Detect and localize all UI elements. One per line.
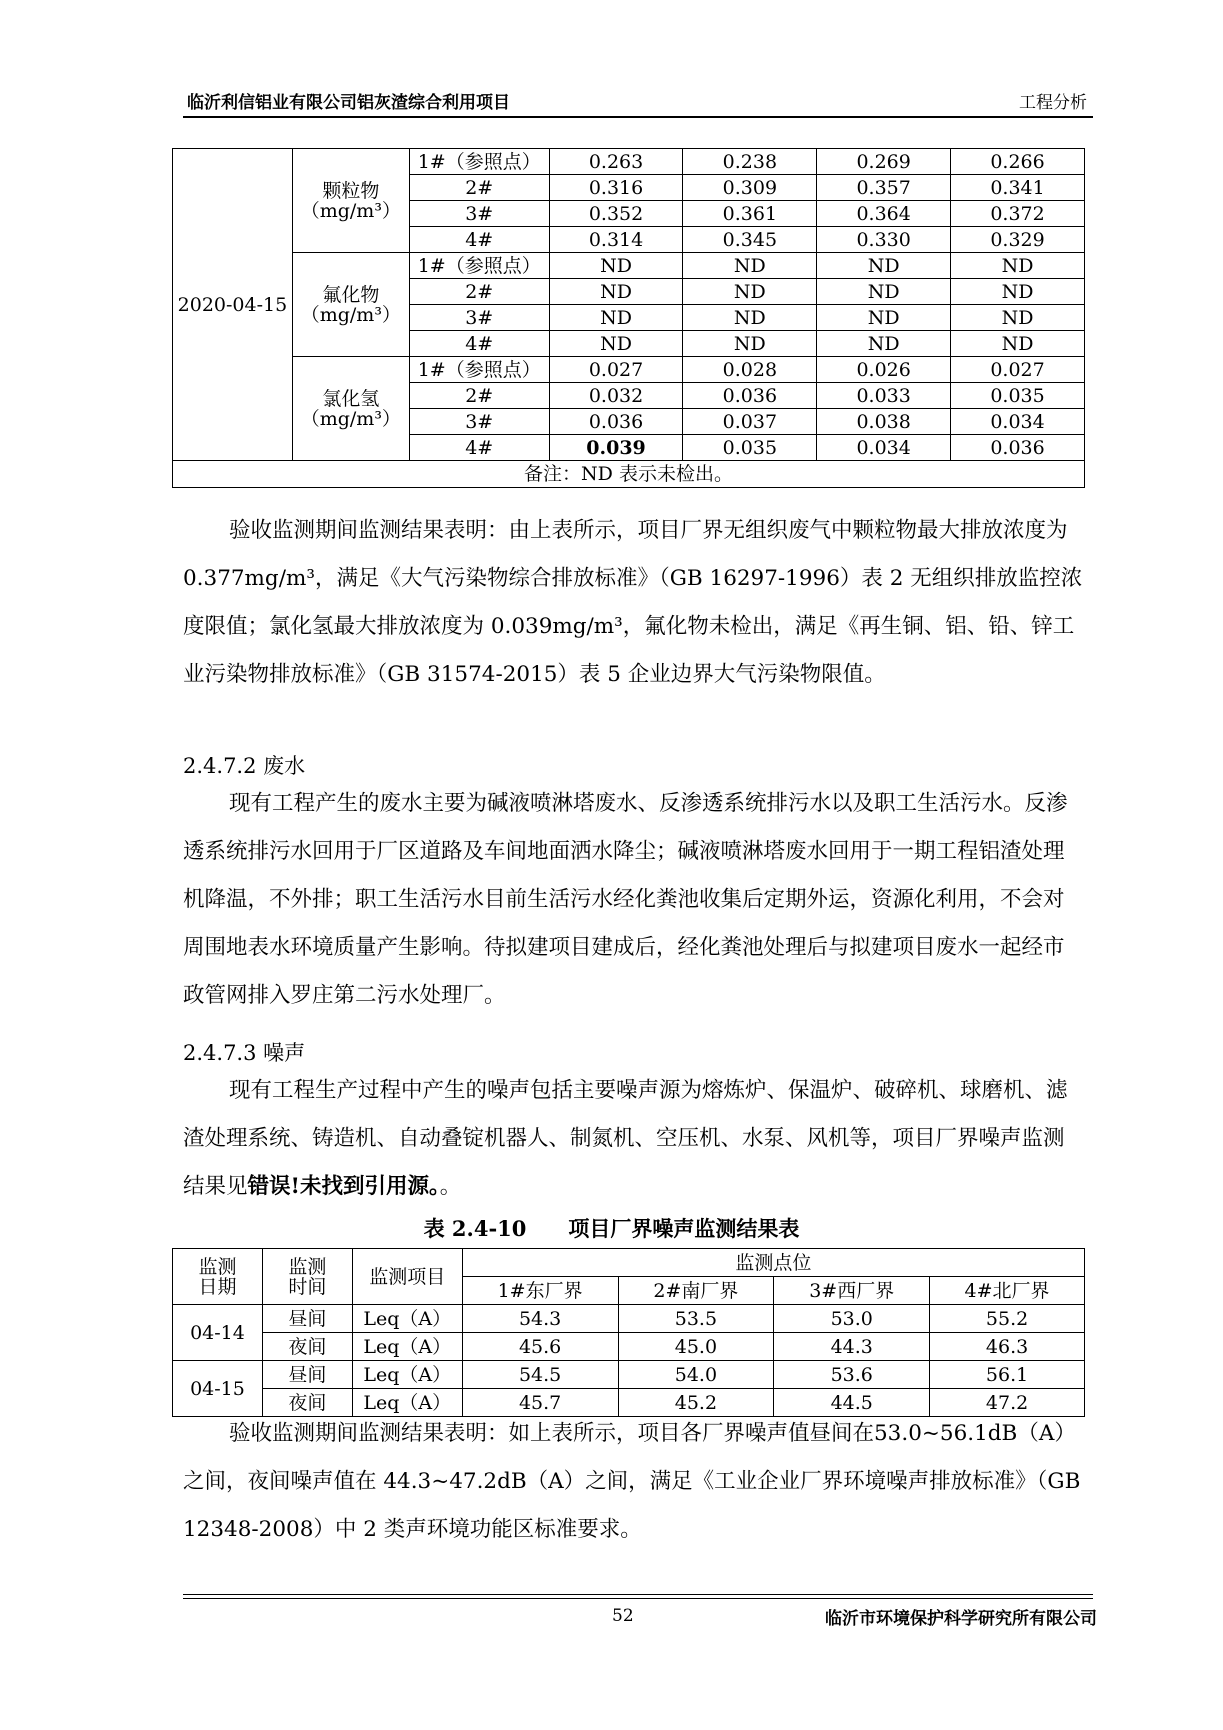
point-cell: 1#（参照点） <box>409 149 549 175</box>
page-header <box>183 84 1093 114</box>
value-cell: 53.6 <box>774 1361 930 1389</box>
noise-text-end: 。 <box>439 1174 462 1199</box>
value-cell: 53.0 <box>774 1305 930 1333</box>
value-cell: 56.1 <box>930 1361 1085 1389</box>
header-date: 监测 日期 <box>173 1249 263 1305</box>
value-cell: ND <box>817 253 951 279</box>
value-cell: ND <box>683 305 817 331</box>
pollutant-name: 颗粒物 <box>322 179 380 202</box>
table-row <box>173 253 1085 279</box>
footer-rule <box>183 1598 1093 1599</box>
point-cell: 3# <box>409 409 549 435</box>
point-cell: 3# <box>409 201 549 227</box>
header-rule <box>183 116 1093 118</box>
header-item: 监测项目 <box>352 1249 462 1305</box>
value-cell: 0.238 <box>683 149 817 175</box>
value-cell: 0.269 <box>817 149 951 175</box>
point-cell: 1#（参照点） <box>409 253 549 279</box>
value-cell: 44.5 <box>774 1389 930 1417</box>
item-cell: Leq（A） <box>352 1389 462 1417</box>
point-cell: 2# <box>409 279 549 305</box>
value-cell: ND <box>951 305 1085 331</box>
value-cell: 0.034 <box>951 409 1085 435</box>
value-cell: 0.033 <box>817 383 951 409</box>
value-cell: 45.2 <box>618 1389 774 1417</box>
time-cell: 夜间 <box>262 1333 352 1361</box>
pollutant-unit: （mg/m³） <box>300 407 401 430</box>
value-cell: 0.036 <box>549 409 683 435</box>
header-points: 监测点位 <box>462 1249 1084 1277</box>
air-monitoring-table <box>172 148 1085 488</box>
value-cell: 0.372 <box>951 201 1085 227</box>
item-cell: Leq（A） <box>352 1305 462 1333</box>
value-cell: ND <box>817 279 951 305</box>
value-cell: 0.314 <box>549 227 683 253</box>
value-cell: 0.352 <box>549 201 683 227</box>
table-row <box>173 1333 1085 1361</box>
noise-monitoring-table <box>172 1248 1085 1417</box>
value-cell: 0.028 <box>683 357 817 383</box>
header-section-title: 工程分析 <box>1019 93 1087 113</box>
value-cell-max: 0.039 <box>549 435 683 461</box>
date-cell: 04-15 <box>173 1361 263 1417</box>
header-project-title: 临沂利信铝业有限公司铝灰渣综合利用项目 <box>187 93 510 113</box>
value-cell: ND <box>817 331 951 357</box>
value-cell: ND <box>549 279 683 305</box>
monitor-date-cell: 2020-04-15 <box>173 149 293 461</box>
value-cell: 55.2 <box>930 1305 1085 1333</box>
value-cell: 0.330 <box>817 227 951 253</box>
value-cell: 0.364 <box>817 201 951 227</box>
value-cell: 0.035 <box>951 383 1085 409</box>
point-cell: 4# <box>409 435 549 461</box>
value-cell: 53.5 <box>618 1305 774 1333</box>
pollutant-cell <box>292 357 409 461</box>
value-cell: 0.035 <box>683 435 817 461</box>
value-cell: ND <box>683 331 817 357</box>
time-cell: 夜间 <box>262 1389 352 1417</box>
pollutant-unit: （mg/m³） <box>300 303 401 326</box>
time-cell: 昼间 <box>262 1361 352 1389</box>
value-cell: 0.266 <box>951 149 1085 175</box>
header-point: 2#南厂界 <box>618 1277 774 1305</box>
pollutant-cell <box>292 149 409 253</box>
header-point: 1#东厂界 <box>462 1277 618 1305</box>
table-header-row <box>173 1249 1085 1277</box>
table-row <box>173 357 1085 383</box>
time-cell: 昼间 <box>262 1305 352 1333</box>
value-cell: 0.357 <box>817 175 951 201</box>
point-cell: 3# <box>409 305 549 331</box>
point-cell: 2# <box>409 175 549 201</box>
value-cell: 45.7 <box>462 1389 618 1417</box>
value-cell: 0.038 <box>817 409 951 435</box>
value-cell: ND <box>549 253 683 279</box>
pollutant-unit: （mg/m³） <box>300 199 401 222</box>
value-cell: ND <box>683 253 817 279</box>
table-caption: 表 2.4-10 项目厂界噪声监测结果表 <box>423 1216 800 1241</box>
value-cell: ND <box>549 305 683 331</box>
value-cell: 0.026 <box>817 357 951 383</box>
table-row <box>173 1361 1085 1389</box>
page-number: 52 <box>612 1606 634 1626</box>
value-cell: 0.036 <box>683 383 817 409</box>
value-cell: 0.036 <box>951 435 1085 461</box>
reference-error-text: 错误!未找到引用源。 <box>247 1174 440 1199</box>
value-cell: 54.5 <box>462 1361 618 1389</box>
date-cell: 04-14 <box>173 1305 263 1361</box>
item-cell: Leq（A） <box>352 1361 462 1389</box>
pollutant-cell <box>292 253 409 357</box>
value-cell: 54.0 <box>618 1361 774 1389</box>
table-note-row <box>173 461 1085 488</box>
value-cell: 0.341 <box>951 175 1085 201</box>
value-cell: ND <box>951 253 1085 279</box>
value-cell: 0.316 <box>549 175 683 201</box>
table-row <box>173 1305 1085 1333</box>
table-note: 备注：ND 表示未检出。 <box>173 461 1085 488</box>
table-row <box>173 149 1085 175</box>
value-cell: 0.263 <box>549 149 683 175</box>
value-cell: 44.3 <box>774 1333 930 1361</box>
value-cell: 0.027 <box>549 357 683 383</box>
header-time: 监测 时间 <box>262 1249 352 1305</box>
noise-text: 现有工程生产过程中产生的噪声包括主要噪声源为熔炼炉、保温炉、破碎机、球磨机、滤渣处理系统、铸造机、自动叠锭机器人、制氮机、空压机、水泵、风机等，项目厂界噪声监测结果见 <box>183 1078 1068 1199</box>
value-cell: 45.0 <box>618 1333 774 1361</box>
value-cell: 0.329 <box>951 227 1085 253</box>
value-cell: ND <box>817 305 951 331</box>
footer-organization: 临沂市环境保护科学研究所有限公司 <box>825 1609 1097 1629</box>
footer-rule <box>183 1594 1093 1595</box>
value-cell: 0.034 <box>817 435 951 461</box>
pollutant-name: 氟化物 <box>322 283 380 306</box>
value-cell: 47.2 <box>930 1389 1085 1417</box>
header-point: 4#北厂界 <box>930 1277 1085 1305</box>
value-cell: 0.032 <box>549 383 683 409</box>
value-cell: ND <box>683 279 817 305</box>
value-cell: 0.037 <box>683 409 817 435</box>
value-cell: 54.3 <box>462 1305 618 1333</box>
value-cell: 45.6 <box>462 1333 618 1361</box>
paragraph-air-results: 验收监测期间监测结果表明：由上表所示，项目厂界无组织废气中颗粒物最大排放浓度为 0.377mg/m³，满足《大气污染物综合排放标准》（GB 16297-1996）表 2 无组织排放监控浓度限值；氯化氢最大排放浓度为 0.039mg/m³，氟化物未检出，满足《再生铜、铝、铅、锌工业污染物排放标准》（GB 31574-2015）表 5 企业边界大气污染物限值。 <box>183 518 1083 687</box>
paragraph-noise-results: 验收监测期间监测结果表明：如上表所示，项目各厂界噪声值昼间在53.0~56.1dB（A）之间，夜间噪声值在 44.3~47.2dB（A）之间，满足《工业企业厂界环境噪声排放标准》（GB 12348-2008）中 2 类声环境功能区标准要求。 <box>183 1421 1081 1542</box>
heading-noise: 2.4.7.3 噪声 <box>183 1041 306 1065</box>
value-cell: 0.309 <box>683 175 817 201</box>
item-cell: Leq（A） <box>352 1333 462 1361</box>
paragraph-noise <box>183 1067 1083 1211</box>
point-cell: 4# <box>409 227 549 253</box>
paragraph-wastewater: 现有工程产生的废水主要为碱液喷淋塔废水、反渗透系统排污水以及职工生活污水。反渗透系统排污水回用于厂区道路及车间地面洒水降尘；碱液喷淋塔废水回用于一期工程铝渣处理机降温，不外排；职工生活污水目前生活污水经化粪池收集后定期外运，资源化利用，不会对周围地表水环境质量产生影响。待拟建项目建成后，经化粪池处理后与拟建项目废水一起经市政管网排入罗庄第二污水处理厂。 <box>183 791 1068 1008</box>
heading-wastewater: 2.4.7.2 废水 <box>183 754 306 778</box>
point-cell: 1#（参照点） <box>409 357 549 383</box>
point-cell: 2# <box>409 383 549 409</box>
value-cell: 0.345 <box>683 227 817 253</box>
value-cell: 46.3 <box>930 1333 1085 1361</box>
value-cell: ND <box>951 331 1085 357</box>
value-cell: ND <box>951 279 1085 305</box>
point-cell: 4# <box>409 331 549 357</box>
value-cell: 0.361 <box>683 201 817 227</box>
value-cell: 0.027 <box>951 357 1085 383</box>
header-point: 3#西厂界 <box>774 1277 930 1305</box>
value-cell: ND <box>549 331 683 357</box>
pollutant-name: 氯化氢 <box>322 387 380 410</box>
